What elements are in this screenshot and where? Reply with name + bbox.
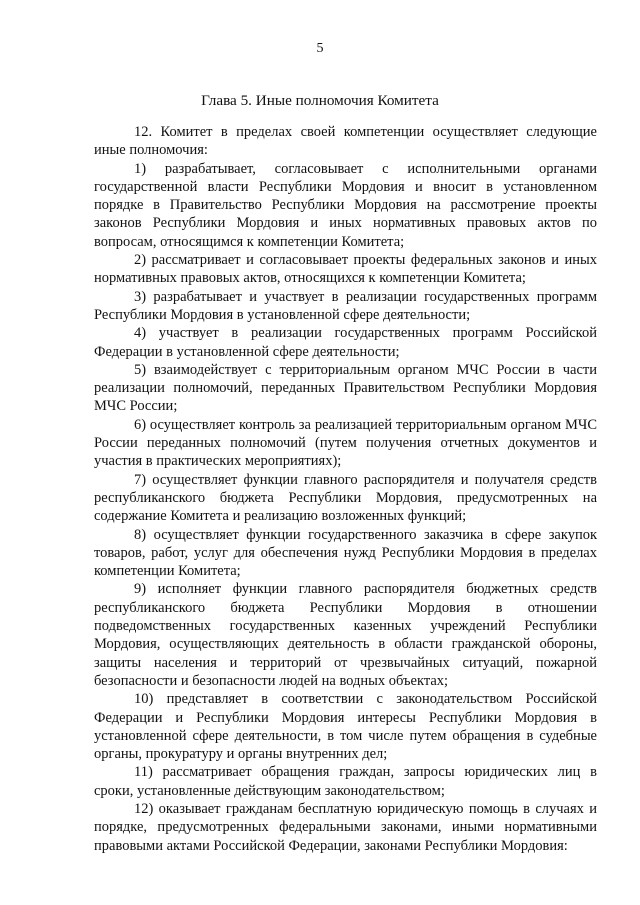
paragraph-item-9: 9) исполняет функции главного распорядителя бюджетных средств республиканского бюджета Республики Мордовия в отношении подведомственных государственных казенных учреждений Республики Мордовия, осуществляющих деятельность в области гражданской обороны, защиты населения и территорий от чрезвычайных ситуаций, пожарной безопасности и безопасности людей на водных объектах; bbox=[94, 581, 597, 689]
paragraph-item-3: 3) разрабатывает и участвует в реализации государственных программ Республики Мордовия в установленной сфере деятельности; bbox=[94, 288, 597, 323]
paragraph-item-1: 1) разрабатывает, согласовывает с исполнительными органами государственной власти Республики Мордовия и вносит в установленном порядке в Правительство Республики Мордовия на рассмотрение проекты законов Республики Мордовия и иных нормативных правовых актов по вопросам, относящимся к компетенции Комитета; bbox=[94, 160, 597, 250]
paragraph-item-5: 5) взаимодействует с территориальным органом МЧС России в части реализации полномочий, переданных Правительством Республики Мордовия МЧС России; bbox=[94, 361, 597, 415]
paragraph-item-6: 6) осуществляет контроль за реализацией территориальным органом МЧС России переданных полномочий (путем получения отчетных документов и участия в практических мероприятиях); bbox=[94, 416, 597, 470]
paragraph-item-12: 12) оказывает гражданам бесплатную юридическую помощь в случаях и порядке, предусмотренных федеральными законами, иными нормативными правовыми актами Российской Федерации, законами Республики Мордовия: bbox=[94, 800, 597, 854]
document-body bbox=[94, 123, 597, 855]
page-number: 5 bbox=[316, 41, 324, 56]
paragraph-item-10: 10) представляет в соответствии с законодательством Российской Федерации и Республики Мордовия интересы Республики Мордовия в установленной сфере деятельности, в том числе путем обращения в судебные органы, прокуратуру и органы внутренних дел; bbox=[94, 691, 597, 763]
paragraph-item-11: 11) рассматривает обращения граждан, запросы юридических лиц в сроки, установленные действующим законодательством; bbox=[94, 764, 597, 799]
chapter-title: Глава 5. Иные полномочия Комитета bbox=[201, 92, 439, 109]
paragraph-intro: 12. Комитет в пределах своей компетенции осуществляет следующие иные полномочия: bbox=[94, 124, 597, 159]
paragraph-item-7: 7) осуществляет функции главного распорядителя и получателя средств республиканского бюджета Республики Мордовия, предусмотренных на содержание Комитета и реализацию возложенных функций; bbox=[94, 471, 597, 525]
paragraph-item-8: 8) осуществляет функции государственного заказчика в сфере закупок товаров, работ, услуг для обеспечения нужд Республики Мордовия в пределах компетенции Комитета; bbox=[94, 526, 597, 580]
paragraph-item-4: 4) участвует в реализации государственных программ Российской Федерации в установленной сфере деятельности; bbox=[94, 325, 597, 360]
paragraph-item-2: 2) рассматривает и согласовывает проекты федеральных законов и иных нормативных правовых актов, относящихся к компетенции Комитета; bbox=[94, 252, 597, 287]
